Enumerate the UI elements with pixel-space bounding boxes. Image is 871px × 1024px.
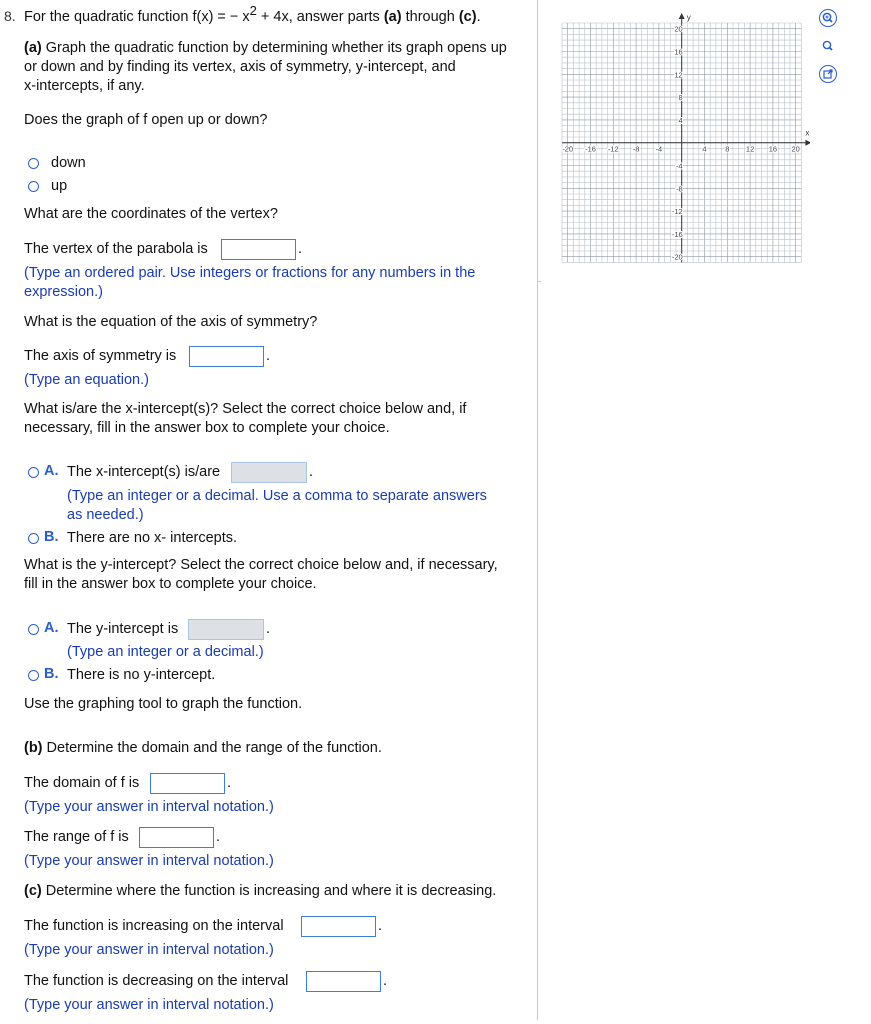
xint-b-letter[interactable]: B. [44, 529, 59, 545]
part-b-label: (b) [24, 740, 43, 756]
increasing-input[interactable] [301, 916, 376, 937]
radio-yint-b[interactable] [28, 670, 39, 681]
vertex-period: . [298, 241, 303, 257]
intro-part-a: (a) [383, 9, 402, 25]
xint-b-text: There are no x- intercepts. [67, 530, 238, 546]
popout-tool[interactable] [818, 64, 838, 84]
x-tick-label: 8 [725, 144, 730, 154]
yint-input[interactable] [188, 619, 264, 640]
x-tick-label: -12 [607, 144, 619, 154]
zoom-out-icon [819, 37, 837, 55]
part-c-label: (c) [24, 883, 42, 899]
increasing-hint: (Type your answer in interval notation.) [24, 942, 274, 958]
xint-period: . [309, 464, 314, 480]
y-tick-label: 16 [674, 47, 683, 57]
yint-question-line1: What is the y-intercept? Select the correct choice below and, if necessary, [24, 557, 498, 573]
zoom-in-tool[interactable] [818, 8, 838, 28]
vertex-question: What are the coordinates of the vertex? [24, 206, 278, 222]
x-tick-label: 16 [768, 144, 778, 154]
graph-instruction: Use the graphing tool to graph the function. [24, 696, 303, 712]
domain-hint: (Type your answer in interval notation.) [24, 799, 274, 815]
y-tick-label: -16 [671, 229, 683, 239]
radio-down[interactable] [28, 158, 39, 169]
yint-period: . [266, 621, 271, 637]
decreasing-hint: (Type your answer in interval notation.) [24, 997, 274, 1013]
vertex-hint-line2: expression.) [24, 284, 103, 300]
yint-b-letter[interactable]: B. [44, 666, 59, 682]
question-number: 8. [4, 8, 16, 24]
domain-prompt: The domain of f is [24, 775, 140, 791]
yint-b-text: There is no y-intercept. [67, 667, 216, 683]
x-tick-label: -20 [562, 144, 574, 154]
radio-xint-b[interactable] [28, 533, 39, 544]
increasing-prompt: The function is increasing on the interval [24, 918, 284, 934]
vertex-input[interactable] [221, 239, 296, 260]
y-tick-label: 4 [678, 115, 683, 125]
axis-input[interactable] [189, 346, 264, 367]
domain-period: . [227, 775, 232, 791]
part-c-text: Determine where the function is increasing and where it is decreasing. [41, 883, 497, 899]
y-tick-label: -20 [671, 252, 683, 262]
y-tick-label: 12 [674, 70, 683, 80]
y-axis-label: y [686, 13, 691, 22]
axis-period: . [266, 348, 271, 364]
x-tick-label: -4 [655, 144, 663, 154]
part-c-heading [24, 883, 496, 899]
increasing-period: . [378, 918, 383, 934]
radio-yint-a[interactable] [28, 624, 39, 635]
intro-text: For the quadratic function f(x) = − x [24, 9, 250, 25]
vertex-prompt: The vertex of the parabola is [24, 241, 208, 257]
y-tick-label: 8 [678, 93, 683, 103]
part-a-line2: or down and by finding its vertex, axis of symmetry, y-intercept, and [24, 59, 456, 75]
part-b-text: Determine the domain and the range of the function. [42, 740, 382, 756]
open-question: Does the graph of f open up or down? [24, 112, 268, 128]
vertex-hint-line1: (Type an ordered pair. Use integers or fractions for any numbers in the [24, 265, 476, 281]
x-tick-label: -16 [585, 144, 596, 154]
option-down-label[interactable]: down [51, 155, 86, 171]
y-axis-arrow [679, 13, 685, 19]
axis-hint: (Type an equation.) [24, 372, 149, 388]
zoom-in-icon [819, 9, 837, 27]
zoom-out-tool[interactable] [818, 36, 838, 56]
option-up-label[interactable]: up [51, 178, 68, 194]
intro-text-through: through [401, 9, 459, 25]
x-tick-label: -8 [632, 144, 640, 154]
part-a-text: Graph the quadratic function by determining whether its graph opens up [41, 40, 507, 56]
y-tick-label: -4 [676, 161, 683, 171]
y-tick-label: -8 [676, 184, 683, 194]
panel-divider-tick [537, 281, 541, 282]
axis-prompt: The axis of symmetry is [24, 348, 177, 364]
xint-hint-line1: (Type an integer or a decimal. Use a comma to separate answers [67, 488, 487, 504]
xint-a-letter[interactable]: A. [44, 463, 59, 479]
xint-question-line1: What is/are the x-intercept(s)? Select the correct choice below and, if [24, 401, 467, 417]
yint-hint: (Type an integer or a decimal.) [67, 644, 264, 660]
question-intro [24, 3, 481, 25]
yint-a-text: The y-intercept is [67, 621, 179, 637]
axis-question: What is the equation of the axis of symmetry? [24, 314, 318, 330]
decreasing-period: . [383, 973, 388, 989]
intro-text-mid: + 4x, answer parts [256, 9, 384, 25]
intro-period: . [476, 9, 481, 25]
decreasing-input[interactable] [306, 971, 381, 992]
yint-a-letter[interactable]: A. [44, 620, 59, 636]
range-period: . [216, 829, 221, 845]
decreasing-prompt: The function is decreasing on the interval [24, 973, 289, 989]
intro-exponent: 2 [249, 3, 257, 19]
y-tick-label: -12 [671, 207, 683, 217]
x-axis-label: x [805, 128, 810, 138]
range-hint: (Type your answer in interval notation.) [24, 853, 274, 869]
y-tick-label: 20 [674, 24, 683, 34]
radio-up[interactable] [28, 181, 39, 192]
popout-icon [819, 65, 837, 83]
graphing-area[interactable] [555, 8, 810, 273]
xint-question-line2: necessary, fill in the answer box to complete your choice. [24, 420, 390, 436]
x-axis-arrow [805, 140, 810, 146]
part-a-label: (a) [24, 40, 42, 56]
xint-input[interactable] [231, 462, 307, 483]
domain-input[interactable] [150, 773, 225, 794]
yint-question-line2: fill in the answer box to complete your choice. [24, 576, 317, 592]
x-tick-label: 20 [791, 144, 800, 154]
radio-xint-a[interactable] [28, 467, 39, 478]
part-a-line3: x-intercepts, if any. [24, 78, 145, 94]
x-tick-label: 4 [702, 144, 707, 154]
intro-part-c: (c) [458, 9, 477, 25]
range-prompt: The range of f is [24, 829, 129, 845]
panel-divider [537, 0, 538, 1020]
range-input[interactable] [139, 827, 214, 848]
xint-hint-line2: as needed.) [67, 507, 144, 523]
x-tick-label: 12 [745, 144, 755, 154]
part-a-line1 [24, 40, 507, 56]
part-b-heading [24, 740, 382, 756]
xint-a-text: The x-intercept(s) is/are [67, 464, 221, 480]
